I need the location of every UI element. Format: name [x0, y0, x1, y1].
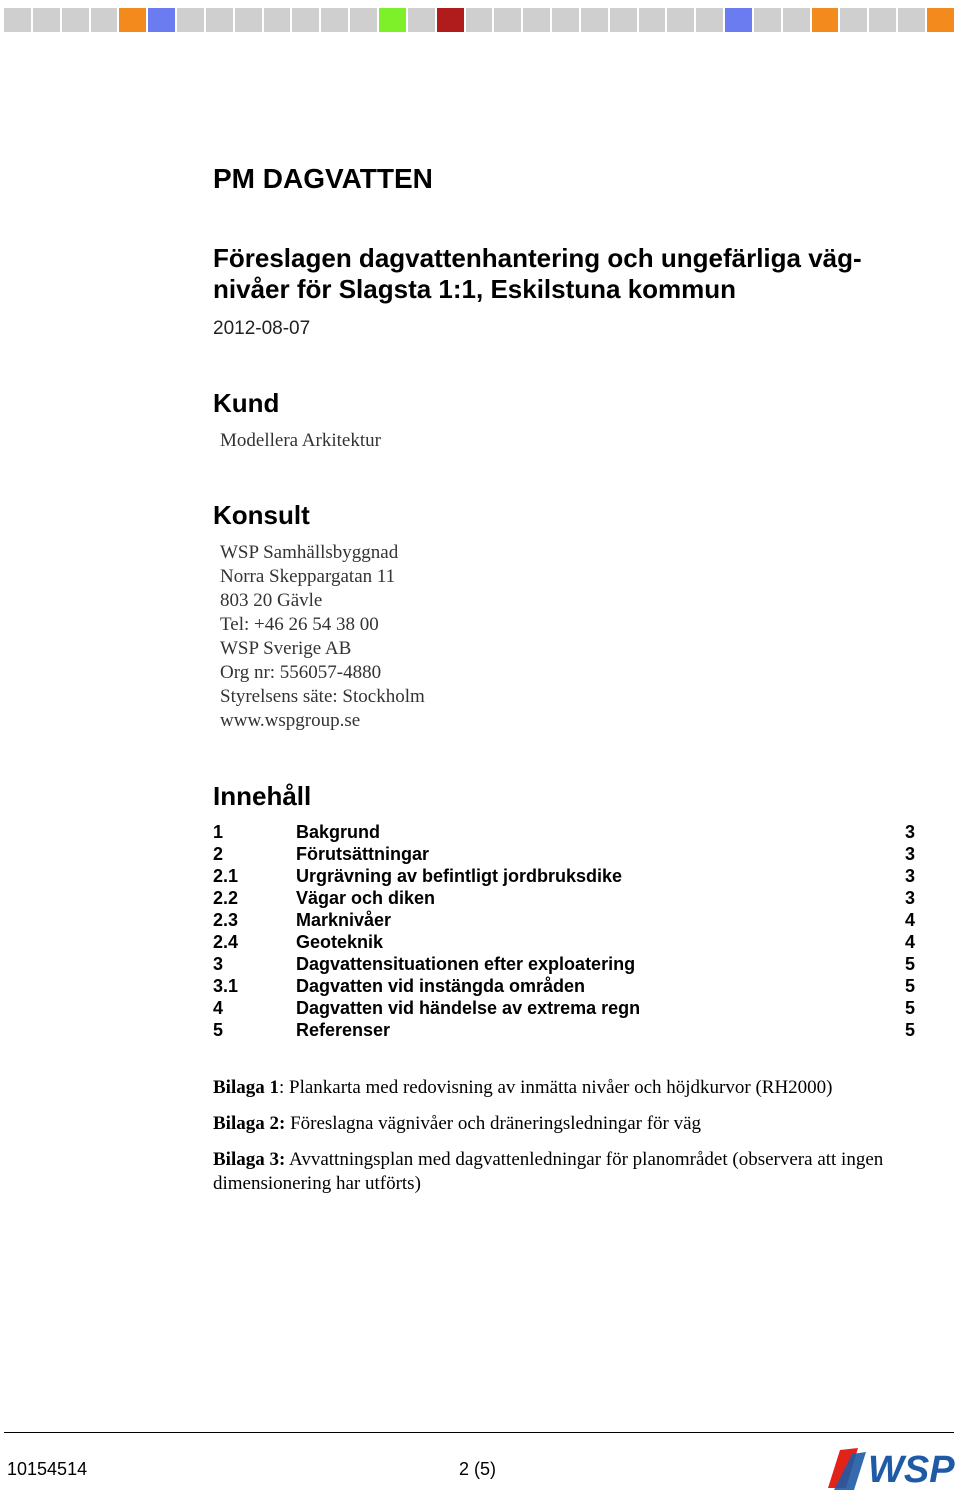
- toc-entry-number: 2.1: [213, 866, 239, 886]
- toc-entry[interactable]: [213, 865, 915, 887]
- appendix-item: [213, 1112, 913, 1136]
- color-square: [321, 8, 348, 32]
- color-square: [292, 8, 319, 32]
- appendix-text: Föreslagna vägnivåer och dräneringsledningar för väg: [285, 1113, 702, 1134]
- toc-entry[interactable]: [213, 931, 915, 953]
- appendix-text: Plankarta med redovisning av inmätta nivåer och höjdkurvor (RH2000): [284, 1077, 833, 1098]
- toc-entry-page: 5: [904, 976, 915, 996]
- document-date: 2012-08-07: [213, 318, 311, 339]
- table-of-contents: [213, 821, 915, 1041]
- appendix-label: Bilaga 2:: [213, 1113, 286, 1134]
- color-square: [350, 8, 377, 32]
- color-square: [869, 8, 896, 32]
- konsult-line: WSP Samhällsbyggnad: [220, 542, 399, 563]
- konsult-line: Styrelsens säte: Stockholm: [220, 686, 425, 707]
- toc-entry-page: 3: [904, 822, 915, 842]
- toc-entry-page: 5: [904, 1020, 915, 1040]
- toc-entry-page: 4: [904, 932, 915, 952]
- document-title: PM DAGVATTEN: [213, 163, 433, 194]
- appendix-label: Bilaga 3:: [213, 1149, 286, 1170]
- toc-entry-number: 2.2: [213, 888, 239, 908]
- color-square: [696, 8, 723, 32]
- konsult-line: 803 20 Gävle: [220, 590, 323, 611]
- toc-entry[interactable]: [213, 1019, 915, 1041]
- toc-entry-page: 3: [904, 888, 915, 908]
- color-square: [264, 8, 291, 32]
- color-square: [639, 8, 666, 32]
- toc-entry-page: 3: [904, 844, 915, 864]
- toc-entry-label: Dagvatten vid instängda områden: [296, 976, 586, 996]
- toc-entry-number: 4: [213, 998, 224, 1018]
- color-square: [783, 8, 810, 32]
- color-square: [235, 8, 262, 32]
- color-square: [91, 8, 118, 32]
- document-number: 10154514: [7, 1459, 88, 1479]
- appendix-item: [213, 1076, 913, 1100]
- color-square: [494, 8, 521, 32]
- color-square: [581, 8, 608, 32]
- color-square: [927, 8, 954, 32]
- toc-entry-label: Marknivåer: [296, 910, 392, 930]
- color-square: [437, 8, 464, 32]
- toc-entry-number: 2.4: [213, 932, 239, 952]
- color-square: [610, 8, 637, 32]
- konsult-heading: Konsult: [213, 500, 310, 530]
- wsp-logo-text: WSP: [868, 1449, 955, 1491]
- konsult-line: Tel: +46 26 54 38 00: [220, 614, 379, 635]
- document-subtitle: Föreslagen dagvattenhantering och ungefärliga väg-nivåer för Slagsta 1:1, Eskilstuna kommun: [213, 243, 862, 304]
- appendix-text: Avvattningsplan med dagvattenledningar för planområdet (observera att ingen dimensionering har utförts): [213, 1149, 884, 1194]
- konsult-address: [220, 541, 425, 733]
- toc-entry[interactable]: [213, 909, 915, 931]
- konsult-website-link[interactable]: www.wspgroup.se: [220, 710, 361, 731]
- konsult-line: Norra Skeppargatan 11: [220, 566, 396, 587]
- color-square: [177, 8, 204, 32]
- color-square: [206, 8, 233, 32]
- page-number: 2 (5): [459, 1459, 497, 1479]
- toc-entry-page: 5: [904, 998, 915, 1018]
- color-square: [725, 8, 752, 32]
- appendix-list: [213, 1076, 913, 1208]
- toc-entry-label: Bakgrund: [296, 822, 381, 842]
- toc-entry-number: 3: [213, 954, 224, 974]
- toc-entry-label: Referenser: [296, 1020, 391, 1040]
- color-square: [119, 8, 146, 32]
- appendix-item: [213, 1148, 913, 1196]
- color-bar: [4, 8, 954, 32]
- color-square: [898, 8, 925, 32]
- color-square: [754, 8, 781, 32]
- konsult-line: Org nr: 556057-4880: [220, 662, 382, 683]
- toc-entry-page: 5: [904, 954, 915, 974]
- toc-entry-label: Dagvatten vid händelse av extrema regn: [296, 998, 641, 1018]
- toc-entry[interactable]: [213, 997, 915, 1019]
- toc-entry-label: Dagvattensituationen efter exploatering: [296, 954, 636, 974]
- kund-name: Modellera Arkitektur: [220, 430, 381, 451]
- toc-entry-number: 3.1: [213, 976, 239, 996]
- toc-entry-page: 3: [904, 866, 915, 886]
- color-square: [466, 8, 493, 32]
- toc-entry-number: 1: [213, 822, 224, 842]
- toc-entry-number: 2.3: [213, 910, 239, 930]
- wsp-logo: [824, 1440, 956, 1492]
- footer-divider: [4, 1432, 954, 1433]
- appendix-label: Bilaga 1: [213, 1077, 279, 1098]
- color-square: [408, 8, 435, 32]
- color-square: [552, 8, 579, 32]
- toc-entry[interactable]: [213, 821, 915, 843]
- konsult-line: WSP Sverige AB: [220, 638, 352, 659]
- color-square: [812, 8, 839, 32]
- color-square: [33, 8, 60, 32]
- appendix-separator: :: [278, 1077, 285, 1098]
- toc-entry-label: Förutsättningar: [296, 844, 429, 864]
- toc-entry-label: Urgrävning av befintligt jordbruksdike: [296, 866, 623, 886]
- toc-entry[interactable]: [213, 887, 915, 909]
- toc-entry-label: Geoteknik: [296, 932, 384, 952]
- color-square: [840, 8, 867, 32]
- toc-entry[interactable]: [213, 953, 915, 975]
- toc-entry[interactable]: [213, 975, 915, 997]
- toc-heading: Innehåll: [213, 781, 312, 811]
- toc-entry[interactable]: [213, 843, 915, 865]
- color-square: [148, 8, 175, 32]
- kund-heading: Kund: [213, 388, 280, 418]
- toc-entry-page: 4: [904, 910, 915, 930]
- toc-entry-label: Vägar och diken: [296, 888, 436, 908]
- toc-entry-number: 2: [213, 844, 224, 864]
- toc-entry-number: 5: [213, 1020, 224, 1040]
- color-square: [4, 8, 31, 32]
- color-square: [379, 8, 406, 32]
- color-square: [62, 8, 89, 32]
- color-square: [523, 8, 550, 32]
- color-square: [667, 8, 694, 32]
